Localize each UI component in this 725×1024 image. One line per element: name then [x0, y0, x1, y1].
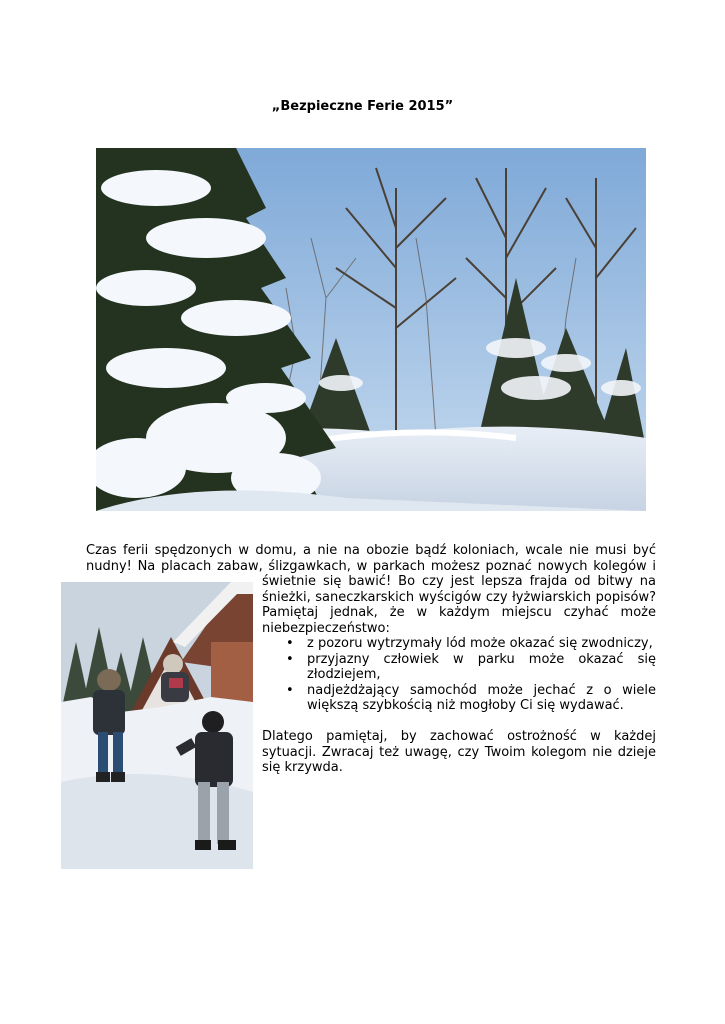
bullet-icon: • — [286, 682, 294, 698]
kids-in-snow-photo — [61, 582, 253, 869]
winter-forest-photo — [96, 148, 646, 511]
text-line: się krzywda. — [262, 760, 343, 776]
paragraph-advice — [262, 729, 656, 776]
text-line: Czas ferii spędzonych w domu, a nie na obozie bądź koloniach, wcale nie musi być — [86, 543, 656, 558]
paragraph-intro — [86, 543, 656, 574]
text-line: Dlatego pamiętaj, by zachować ostrożność w każdej — [262, 729, 656, 744]
bullet-icon: • — [286, 636, 294, 651]
list-item — [286, 652, 656, 683]
danger-list — [286, 636, 656, 714]
text-line: złodziejem, — [307, 667, 381, 683]
text-line: niebezpieczeństwo: — [262, 620, 390, 636]
text-line: Pamiętaj jednak, że w każdym miejscu czyhać może — [262, 605, 656, 621]
text-line: nadjeżdżający samochód może jechać z o wiele — [307, 682, 656, 698]
bullet-icon: • — [286, 651, 294, 667]
text-line: świetnie się bawić! Bo czy jest lepsza frajda od bitwy na — [262, 574, 656, 589]
text-line: śnieżki, saneczkarskich wyścigów czy łyżwiarskich popisów? — [262, 589, 656, 605]
text-line: z pozoru wytrzymały lód może okazać się zwodniczy, — [307, 636, 653, 651]
text-line: nudny! Na placach zabaw, ślizgawkach, w parkach możesz poznać nowych kolegów i — [86, 558, 656, 574]
paragraph-intro-continued — [262, 574, 656, 636]
list-item — [286, 636, 656, 652]
text-line: większą szybkością niż mogłoby Ci się wydawać. — [307, 698, 624, 714]
text-line: przyjazny człowiek w parku może okazać się — [307, 651, 656, 667]
document-title: „Bezpieczne Ferie 2015” — [271, 99, 454, 114]
text-line: sytuacji. Zwracaj też uwagę, czy Twoim kolegom nie dzieje — [262, 744, 656, 760]
list-item — [286, 683, 656, 714]
